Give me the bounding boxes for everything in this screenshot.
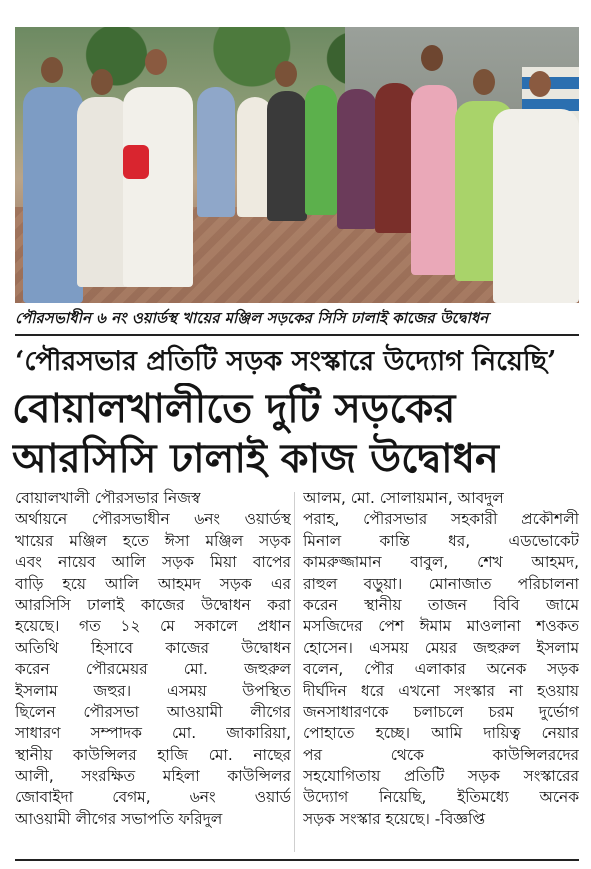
photo-person (337, 89, 377, 229)
article-line: পরাহ, পৌরসভার সহকারী প্রকৌশলী (303, 510, 579, 529)
quote-subheadline: ‘পৌরসভার প্রতিটি সড়ক সংস্কারে উদ্যোগ নিয়েছি’ (15, 346, 557, 377)
photo-person (493, 109, 579, 303)
article-column-right (303, 488, 579, 830)
photo-person-head (41, 57, 63, 83)
photo-person (411, 85, 457, 275)
news-photo (15, 27, 579, 303)
article-line: সড়ক সংস্কার হয়েছে। -বিজ্ঞপ্তি (303, 809, 486, 828)
article-line: মিনাল কান্তি ধর, এডভোকেট (303, 531, 579, 550)
photo-red-bag (123, 145, 149, 179)
article-line: উদ্যোগ নিয়েছি, ইতিমধ্যে অনেক (303, 788, 579, 807)
photo-person (123, 87, 193, 287)
article-line: আরসিসি ঢালাই কাজের উদ্বোধন করা (15, 595, 291, 614)
photo-person-head (421, 45, 443, 71)
column-divider (294, 492, 295, 852)
article-line: মসজিদের পেশ ঈমাম মাওলানা শওকত (303, 617, 579, 636)
photo-person (23, 87, 83, 303)
article-line: জনসাধারণকে চলাচলে চরম দুর্ভোগ (303, 702, 579, 721)
article-line: আলম, মো. সোলায়মান, আবদুল (303, 489, 504, 507)
photo-person (77, 97, 129, 287)
article-line: বাড়ি হয়ে আলি আহমদ সড়ক এর (15, 574, 291, 593)
article-line: খায়ের মঞ্জিল হতে ঈসা মঞ্জিল সড়ক (15, 531, 291, 550)
article-line: দীর্ঘদিন ধরে এখনো সংস্কার না হওয়ায় (303, 681, 579, 700)
article-line: অর্থায়নে পৌরসভাধীন ৬নং ওয়ার্ডস্থ (15, 510, 291, 529)
article-line: বোয়ালখালী পৌরসভার নিজস্ব (15, 489, 201, 507)
article-line: ছিলেন পৌরসভা আওয়ামী লীগের (15, 702, 291, 721)
article-line: সাধারণ সম্পাদক মো. জাকারিয়া, (15, 724, 291, 743)
photo-caption: পৌরসভাধীন ৬ নং ওয়ার্ডস্থ খায়ের মঞ্জিল সড়কের সিসি ঢালাই কাজের উদ্বোধন (15, 309, 489, 327)
photo-person-head (275, 61, 297, 87)
photo-person (305, 85, 337, 215)
photo-person (375, 83, 415, 233)
caption-rule (15, 334, 579, 336)
article-line: পোহাতে হচ্ছে। আমি দায়িত্ব নেয়ার (303, 724, 579, 743)
article-line: আলী, সংরক্ষিত মহিলা কাউন্সিলর (15, 767, 291, 786)
article-line: বলেন, পৌর এলাকার অনেক সড়ক (303, 660, 579, 679)
article-line: এবং নায়েব আলি সড়ক মিয়া বাপের (15, 553, 291, 572)
article-line: হোসেন। এসময় মেয়র জহুরুল ইসলাম (303, 638, 579, 657)
article-line: ইসলাম জহুর। এসময় উপস্থিত (15, 681, 291, 700)
photo-person (197, 87, 235, 217)
article-line: অতিথি হিসাবে কাজের উদ্বোধন (15, 638, 291, 657)
article-line: করেন পৌরমেয়র মো. জহুরুল (15, 660, 291, 679)
article-line: স্থানীয় কাউন্সিলর হাজি মো. নাছের (15, 745, 291, 764)
article-line: কামরুজ্জামান বাবুল, শেখ আহমদ, (303, 553, 579, 572)
article-column-left (15, 488, 291, 830)
photo-person-head (529, 71, 551, 97)
article-line: পর থেকে কাউন্সিলরদের (303, 745, 579, 764)
photo-person-head (473, 69, 495, 95)
article-line: হয়েছে। গত ১২ মে সকালে প্রধান (15, 617, 291, 636)
headline-line-1: বোয়ালখালীতে দুটি সড়কের (12, 386, 456, 432)
photo-person (267, 91, 307, 221)
photo-person-head (145, 49, 167, 75)
article-line: আওয়ামী লীগের সভাপতি ফরিদুল (15, 809, 223, 828)
article-line: সহযোগিতায় প্রতিটি সড়ক সংস্কারের (303, 767, 579, 786)
photo-person-head (91, 69, 113, 95)
headline-line-2: আরসিসি ঢালাই কাজ উদ্বোধন (12, 436, 499, 482)
article-line: করেন স্থানীয় তাজন বিবি জামে (303, 595, 579, 614)
article-line: রাহুল বড়ুয়া। মোনাজাত পরিচালনা (303, 574, 579, 593)
bottom-rule (15, 859, 579, 861)
article-line: জোবাইদা বেগম, ৬নং ওয়ার্ড (15, 788, 291, 807)
